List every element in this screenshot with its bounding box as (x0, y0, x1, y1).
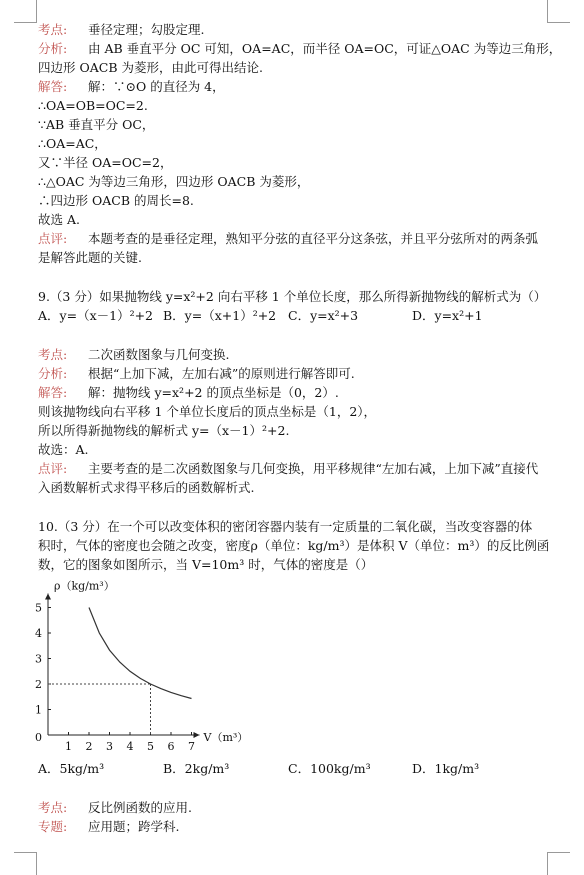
fenxi-text: 由 AB 垂直平分 OC 可知，OA=AC，而半径 OA=OC，可证△OAC 为等边三角形， (88, 41, 562, 56)
kaodian-line (38, 345, 548, 364)
dianping-line (38, 229, 548, 248)
x-axis-arrow (194, 732, 200, 738)
jieda-line (38, 383, 548, 402)
solution-step: 所以所得新抛物线的解析式 y=（x－1）²+2. (38, 423, 290, 438)
question-10-stem: 10.（3 分）在一个可以改变体积的密闭容器内装有一定质量的二氧化碳，当改变容器的体 (38, 519, 533, 534)
option-d: D．y=x²+1 (412, 308, 483, 323)
kaodian-label: 考点: (38, 22, 68, 37)
option-a: A．5kg/m³ (38, 761, 105, 776)
y-tick-label: 5 (35, 601, 42, 615)
kaodian-label: 考点: (38, 800, 68, 815)
x-tick-label: 4 (126, 740, 134, 753)
x-tick-label: 2 (85, 740, 93, 753)
dianping-text-cont: 入函数解析式求得平移后的函数解析式. (38, 480, 255, 495)
solution-step: 则该抛物线向右平移 1 个单位长度后的顶点坐标是（1，2）， (38, 404, 377, 419)
y-axis-arrow (45, 594, 51, 600)
solution-step: ∴△OAC 为等边三角形，四边形 OACB 为菱形， (38, 174, 310, 189)
jieda-text: 解：∵⊙O 的直径为 4， (88, 79, 225, 94)
jieda-line (38, 77, 548, 96)
jieda-label: 解答: (38, 79, 68, 94)
option-d: D．1kg/m³ (412, 761, 480, 776)
question-10-stem-cont: 数，它的图象如图所示，当 V=10m³ 时，气体的密度是（） (38, 557, 374, 572)
y-tick-label: 1 (35, 703, 42, 717)
question-9-options (38, 306, 548, 325)
dianping-label: 点评: (38, 461, 68, 476)
kaodian-text: 二次函数图象与几何变换. (88, 347, 230, 362)
page-corner-mark (14, 0, 37, 23)
fenxi-line (38, 364, 548, 383)
jieda-label: 解答: (38, 385, 68, 400)
y-tick-label: 3 (35, 652, 42, 666)
solution-step: ∴OA=OB=OC=2. (38, 98, 148, 113)
jieda-text: 解：抛物线 y=x²+2 的顶点坐标是（0，2）. (88, 385, 339, 400)
x-tick-label: 3 (106, 740, 113, 753)
document-body (35, 20, 562, 836)
fenxi-line (38, 39, 562, 58)
page-corner-mark (547, 852, 570, 875)
fenxi-text: 根据“上加下减，左加右减”的原则进行解答即可. (88, 366, 355, 381)
dianping-line (38, 459, 548, 478)
page-corner-mark (547, 0, 570, 23)
x-tick-label: 7 (188, 740, 195, 753)
x-tick-label: 6 (167, 740, 175, 753)
kaodian-line (38, 798, 548, 817)
answer-line: 故选 A. (38, 212, 80, 227)
question-9-stem: 9.（3 分）如果抛物线 y=x²+2 向右平移 1 个单位长度，那么所得新抛物线的解析式为（） (38, 289, 547, 304)
solution-step: ∴OA=AC， (38, 136, 107, 151)
dianping-label: 点评: (38, 231, 68, 246)
y-tick-label: 2 (35, 678, 42, 691)
x-tick-label: 5 (147, 740, 154, 753)
solution-step: ∵AB 垂直平分 OC， (38, 117, 155, 132)
option-a: A．y=（x－1）²+2 (38, 308, 154, 323)
y-axis-label: ρ（kg/m³） (54, 579, 115, 593)
inverse-proportion-curve (89, 608, 192, 699)
kaodian-label: 考点: (38, 347, 68, 362)
solution-step: 又∵半径 OA=OC=2， (38, 155, 173, 170)
y-tick-label: 4 (35, 627, 42, 640)
x-axis-label: V（m³） (203, 731, 249, 744)
fenxi-label: 分析: (38, 366, 68, 381)
option-b: B．2kg/m³ (163, 761, 230, 776)
dianping-text: 本题考查的是垂径定理，熟知平分弦的直径平分这条弦，并且平分弦所对的两条弧 (88, 231, 539, 246)
fenxi-label: 分析: (38, 41, 68, 56)
option-c: C．y=x²+3 (288, 308, 359, 323)
question-10-stem-cont: 积时，气体的密度也会随之改变，密度ρ（单位：kg/m³）是体积 V（单位：m³）的反比例函 (38, 538, 550, 553)
page-corner-mark (14, 852, 37, 875)
kaodian-line (38, 20, 548, 39)
kaodian-text: 垂径定理；勾股定理. (88, 22, 205, 37)
option-b: B．y=（x+1）²+2 (163, 308, 277, 323)
graph-svg (35, 579, 268, 755)
kaodian-text: 反比例函数的应用. (88, 800, 192, 815)
zhuanti-label: 专题: (38, 819, 68, 834)
question-10-options (38, 759, 548, 778)
density-volume-graph (35, 579, 268, 755)
x-tick-label: 1 (65, 740, 72, 753)
dianping-text: 主要考查的是二次函数图象与几何变换，用平移规律“左加右减，上加下减”直接代 (88, 461, 539, 476)
fenxi-text-cont: 四边形 OACB 为菱形，由此可得出结论. (38, 60, 263, 75)
zhuanti-text: 应用题；跨学科. (88, 819, 180, 834)
zhuanti-line (38, 817, 548, 836)
option-c: C．100kg/m³ (288, 761, 371, 776)
dianping-text-cont: 是解答此题的关键. (38, 250, 142, 265)
solution-step: ∴四边形 OACB 的周长=8. (38, 193, 194, 208)
origin-label: 0 (35, 731, 42, 744)
answer-line: 故选：A. (38, 442, 89, 457)
